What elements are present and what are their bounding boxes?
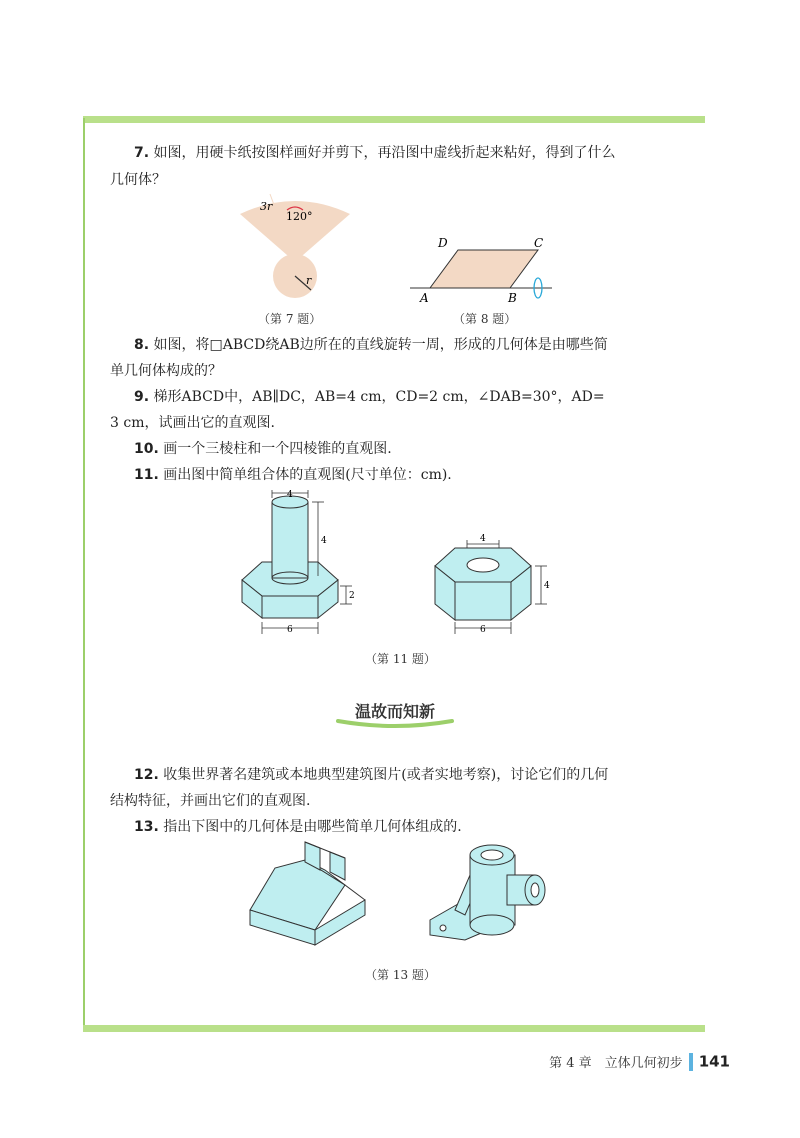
question-number: 13. (134, 819, 159, 835)
figure-7-caption: （第 7 题） (258, 312, 322, 326)
question-12-continued: 结构特征，并画出它们的直观图. (110, 793, 311, 809)
page-footer (549, 1052, 730, 1071)
figure-7-cone-net (230, 190, 360, 300)
question-number: 8. (134, 337, 150, 353)
figure-8-caption: （第 8 题） (453, 312, 517, 326)
figure-13-bracket (425, 840, 550, 950)
question-text: 如图，用硬卡纸按图样画好并剪下，再沿图中虚线折起来粘好，得到了什么 (153, 145, 616, 161)
question-9-continued: 3 cm，试画出它的直观图. (110, 415, 275, 431)
page-frame (83, 118, 707, 1030)
question-text: 画一个三棱柱和一个四棱锥的直观图. (163, 441, 392, 457)
dim-top: 4 (287, 490, 293, 500)
vertex-C: C (534, 236, 544, 250)
dim-height: 4 (321, 536, 327, 546)
question-8-continued: 单几何体构成的？ (110, 363, 222, 379)
question-text: 如图，将□ABCD绕AB边所在的直线旋转一周，形成的几何体是由哪些简 (153, 337, 608, 353)
question-number: 9. (134, 389, 150, 405)
dim-width: 6 (480, 625, 486, 635)
question-number: 12. (134, 767, 159, 783)
review-title: 温故而知新 (354, 702, 435, 721)
vertex-D: D (438, 236, 448, 250)
dim-base-height: 2 (349, 591, 355, 601)
question-text: 指出下图中的几何体是由哪些简单几何体组成的. (163, 819, 462, 835)
question-number: 10. (134, 441, 159, 457)
dim-height: 4 (544, 581, 550, 591)
question-7 (134, 138, 690, 168)
label-r: r (306, 274, 312, 287)
dim-width: 6 (287, 625, 293, 635)
label-3r: 3r (260, 200, 273, 213)
dim-top: 4 (480, 534, 486, 544)
question-11 (134, 460, 690, 490)
vertex-A: A (420, 291, 429, 305)
figure-11-bolt (232, 488, 362, 638)
question-7-continued: 几何体？ (110, 172, 166, 188)
question-text: 梯形ABCD中，AB∥DC，AB=4 cm，CD=2 cm，∠DAB=30°，AD= (153, 389, 605, 405)
question-13 (134, 812, 690, 842)
chapter-title: 第 4 章 立体几何初步 (549, 1056, 683, 1071)
page-number: 141 (698, 1052, 730, 1071)
footer-divider (689, 1053, 693, 1071)
vertex-B: B (508, 291, 517, 305)
label-angle: 120° (286, 210, 313, 223)
figure-13-block (245, 840, 375, 950)
bottom-green-bar (83, 1025, 705, 1032)
figure-11-nut (425, 530, 555, 640)
figure-13-caption: （第 13 题） (365, 968, 436, 982)
figure-8-parallelogram (410, 232, 560, 307)
question-number: 7. (134, 145, 150, 161)
question-text: 收集世界著名建筑或本地典型建筑图片(或者实地考察)，讨论它们的几何 (163, 767, 609, 783)
question-text: 画出图中简单组合体的直观图(尺寸单位：cm). (163, 467, 452, 483)
figure-11-caption: （第 11 题） (365, 652, 436, 666)
question-number: 11. (134, 467, 159, 483)
review-section-header (330, 697, 460, 731)
